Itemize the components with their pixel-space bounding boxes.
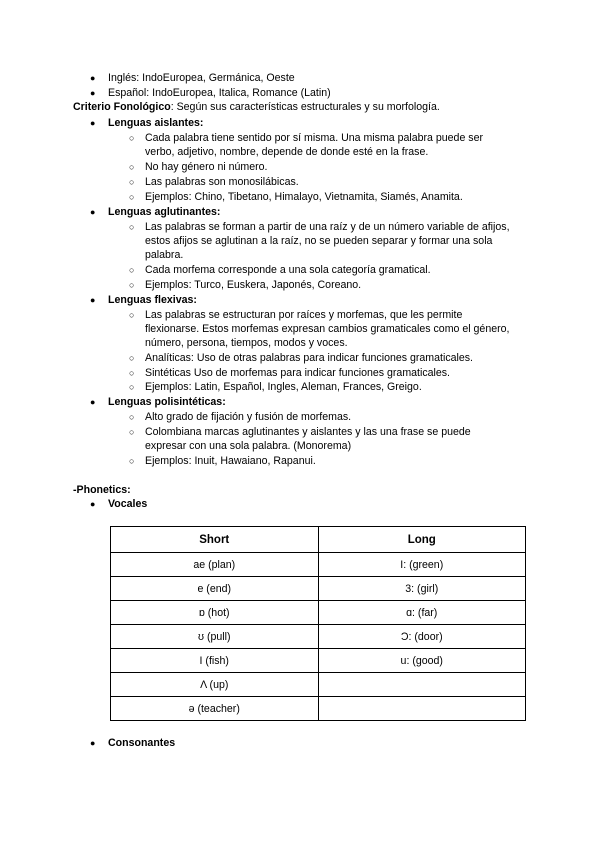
bullet-circle: ○ — [129, 133, 135, 143]
bullet-disc: ● — [90, 499, 96, 509]
bullet-circle: ○ — [129, 353, 135, 363]
list-item: No hay género ni número. — [145, 161, 268, 173]
list-item: Alto grado de fijación y fusión de morfemas. — [145, 411, 352, 423]
table-row — [111, 577, 526, 601]
table-cell: e (end) — [111, 577, 319, 601]
table-cell — [318, 673, 526, 697]
category-title-aislantes: Lenguas aislantes: — [108, 117, 204, 129]
table-cell — [318, 697, 526, 721]
table-row — [111, 625, 526, 649]
category-title-flexivas: Lenguas flexivas: — [108, 294, 197, 306]
bullet-disc: ● — [90, 207, 96, 217]
table-row — [111, 673, 526, 697]
bullet-circle: ○ — [129, 382, 135, 392]
list-item: Las palabras se forman a partir de una raíz y de un número variable de afijos, — [145, 221, 510, 233]
column-header-long: Long — [318, 527, 526, 553]
bullet-disc: ● — [90, 118, 96, 128]
bullet-disc: ● — [90, 73, 96, 83]
vocales-label: Vocales — [108, 498, 148, 510]
list-item: Cada palabra tiene sentido por sí misma. Una misma palabra puede ser — [145, 132, 484, 144]
list-item: Colombiana marcas aglutinantes y aislantes y las una frase se puede — [145, 426, 471, 438]
list-item: palabra. — [145, 249, 184, 261]
list-item: Ejemplos: Inuit, Hawaiano, Rapanui. — [145, 455, 316, 467]
table-row — [111, 601, 526, 625]
bullet-disc: ● — [90, 295, 96, 305]
table-row — [111, 649, 526, 673]
bullet-circle: ○ — [129, 222, 135, 232]
column-header-short: Short — [111, 527, 319, 553]
list-item: expresar con una sola palabra. (Monorema) — [145, 440, 352, 452]
list-item: Analíticas: Uso de otras palabras para indicar funciones gramaticales. — [145, 352, 473, 364]
table-cell: 3: (girl) — [318, 577, 526, 601]
table-cell: Ɔ: (door) — [318, 625, 526, 649]
phonetics-heading: -Phonetics: — [73, 484, 131, 496]
category-title-polisinteticas: Lenguas polisintéticas: — [108, 396, 226, 408]
consonantes-label: Consonantes — [108, 737, 176, 749]
table-cell: ʊ (pull) — [111, 625, 319, 649]
bullet-disc: ● — [90, 397, 96, 407]
table-cell: ɑ: (far) — [318, 601, 526, 625]
list-item: Las palabras son monosilábicas. — [145, 176, 299, 188]
bullet-circle: ○ — [129, 280, 135, 290]
table-cell: u: (good) — [318, 649, 526, 673]
list-item: Sintéticas Uso de morfemas para indicar funciones gramaticales. — [145, 367, 451, 379]
table-cell: ə (teacher) — [111, 697, 319, 721]
table-header-row — [111, 527, 526, 553]
vowels-table — [110, 526, 526, 721]
bullet-circle: ○ — [129, 265, 135, 275]
bullet-circle: ○ — [129, 427, 135, 437]
bullet-circle: ○ — [129, 162, 135, 172]
bullet-circle: ○ — [129, 456, 135, 466]
language-ingles: Inglés: IndoEuropea, Germánica, Oeste — [108, 72, 295, 84]
list-item: estos afijos se aglutinan a la raíz, no se pueden separar y formar una sola — [145, 235, 493, 247]
list-item: Cada morfema corresponde a una sola categoría gramatical. — [145, 264, 431, 276]
bullet-circle: ○ — [129, 310, 135, 320]
list-item: Las palabras se estructuran por raíces y morfemas, que les permite — [145, 309, 463, 321]
table-cell: Λ (up) — [111, 673, 319, 697]
list-item: Ejemplos: Latin, Español, Ingles, Aleman, Frances, Greigo. — [145, 381, 422, 393]
language-espanol: Español: IndoEuropea, Italica, Romance (Latin) — [108, 87, 331, 99]
list-item: Ejemplos: Turco, Euskera, Japonés, Coreano. — [145, 279, 362, 291]
category-title-aglutinantes: Lenguas aglutinantes: — [108, 206, 221, 218]
table-cell: ɒ (hot) — [111, 601, 319, 625]
table-row — [111, 697, 526, 721]
bullet-circle: ○ — [129, 368, 135, 378]
bullet-disc: ● — [90, 88, 96, 98]
list-item: número, persona, tiempos, modos y voces. — [145, 337, 348, 349]
list-item: verbo, adjetivo, nombre, depende de donde esté en la frase. — [145, 146, 429, 158]
list-item: Ejemplos: Chino, Tibetano, Himalayo, Vietnamita, Siamés, Anamita. — [145, 191, 463, 203]
bullet-disc: ● — [90, 738, 96, 748]
criterio-fonologico: Criterio Fonológico: Según sus características estructurales y su morfología. — [73, 101, 440, 113]
table-cell: ae (plan) — [111, 553, 319, 577]
table-row — [111, 553, 526, 577]
bullet-circle: ○ — [129, 192, 135, 202]
table-cell: I: (green) — [318, 553, 526, 577]
list-item: flexionarse. Estos morfemas expresan cambios gramaticales como el género, — [145, 323, 510, 335]
table-cell: I (fish) — [111, 649, 319, 673]
bullet-circle: ○ — [129, 412, 135, 422]
bullet-circle: ○ — [129, 177, 135, 187]
